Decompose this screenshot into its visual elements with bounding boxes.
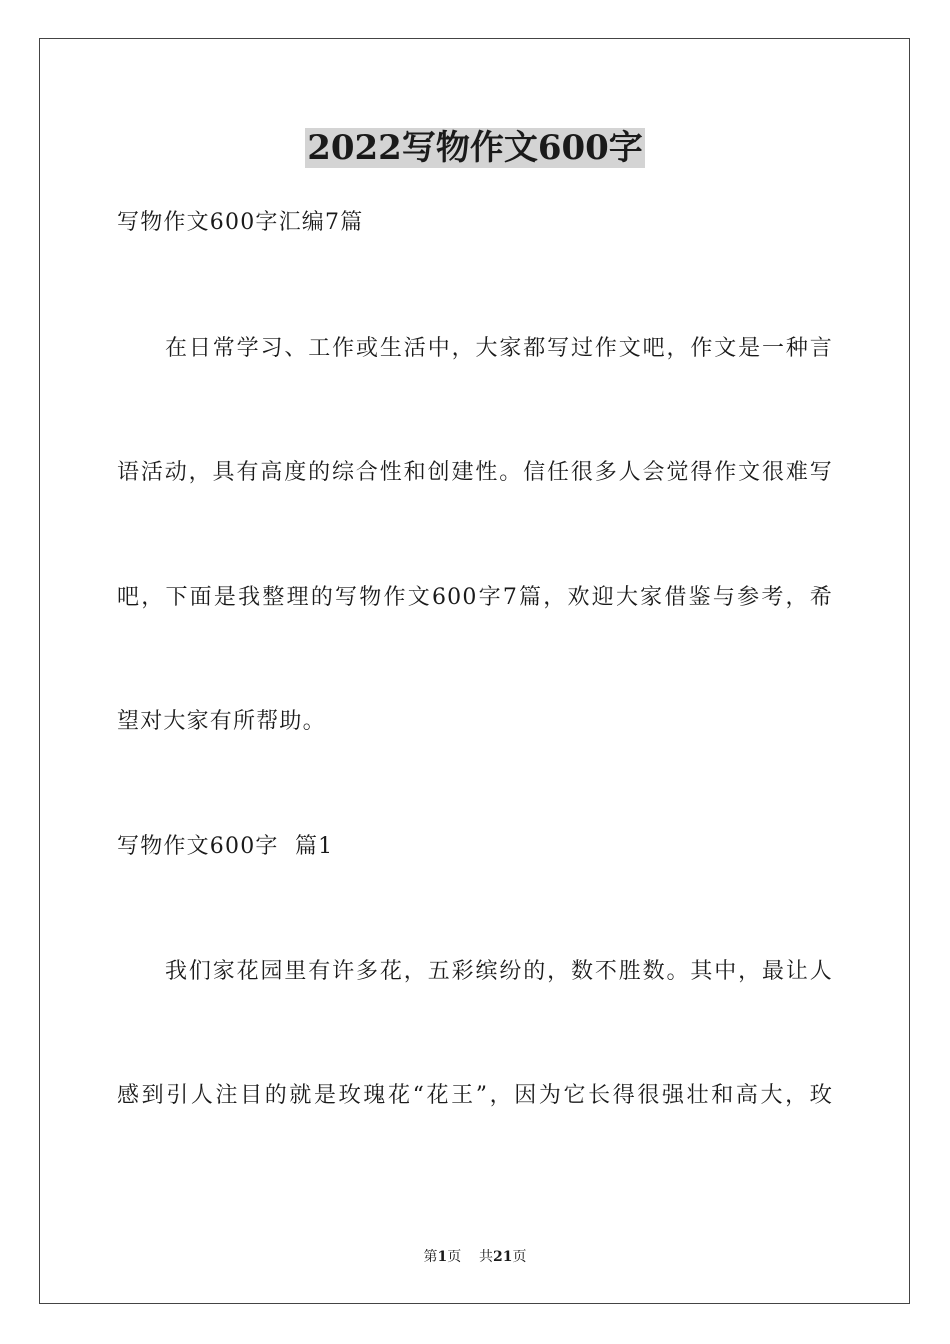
document-title-text: 2022写物作文600字 — [307, 128, 643, 168]
page-footer — [0, 1247, 950, 1267]
footer-page-suffix: 页 — [512, 1249, 527, 1265]
footer-page-prefix: 第 — [423, 1249, 438, 1265]
intro-line-1: 在日常学习、工作或生活中，大家都写过作文吧，作文是一种言 — [165, 336, 833, 361]
footer-page-mid: 页 共 — [447, 1249, 494, 1265]
footer-page-current: 1 — [437, 1249, 448, 1265]
document-title — [0, 126, 950, 170]
footer-page-total: 21 — [493, 1249, 513, 1265]
section-heading: 写物作文600字 篇1 — [117, 834, 334, 859]
section-line-1: 我们家花园里有许多花，五彩缤纷的，数不胜数。其中，最让人 — [165, 959, 833, 984]
document-subtitle: 写物作文600字汇编7篇 — [117, 210, 364, 235]
intro-line-2: 语活动，具有高度的综合性和创建性。信任很多人会觉得作文很难写 — [117, 460, 833, 485]
intro-line-4: 望对大家有所帮助。 — [117, 709, 326, 734]
intro-line-3: 吧，下面是我整理的写物作文600字7篇，欢迎大家借鉴与参考，希 — [117, 585, 833, 610]
section-line-2: 感到引人注目的就是玫瑰花“花王”，因为它长得很强壮和高大，玫 — [117, 1083, 833, 1108]
